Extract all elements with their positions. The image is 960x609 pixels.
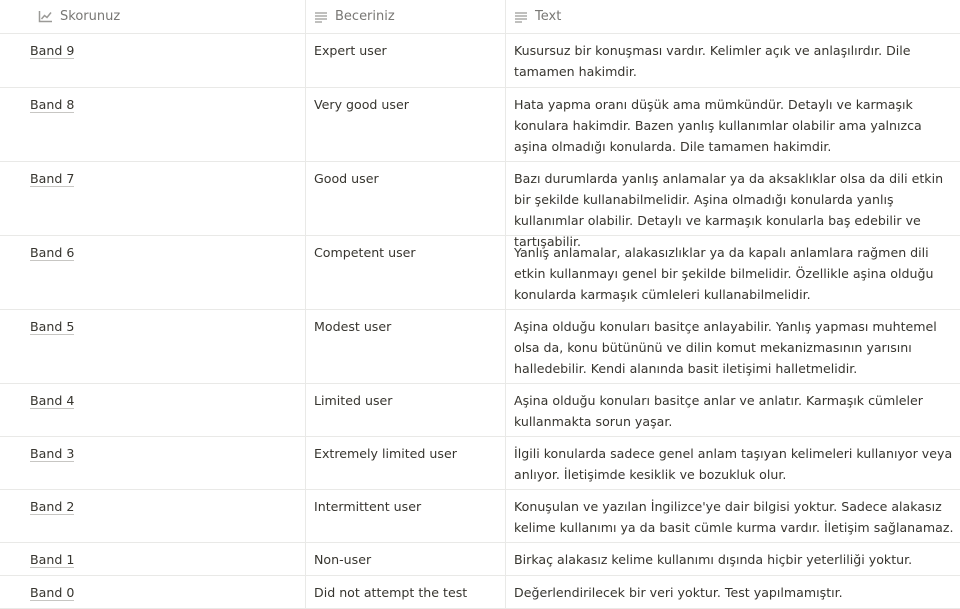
text-lines-icon	[314, 11, 328, 23]
skill-cell[interactable]: Limited user	[306, 384, 506, 436]
band-link[interactable]: Band 3	[30, 446, 75, 461]
text-cell[interactable]: Aşina olduğu konuları basitçe anlar ve anlatır. Karmaşık cümleler kullanmakta sorun yaşar.	[514, 393, 923, 429]
skill-cell[interactable]: Good user	[306, 162, 506, 235]
column-header-skill[interactable]	[306, 0, 506, 33]
band-link[interactable]: Band 5	[30, 319, 75, 334]
text-cell[interactable]: İlgili konularda sadece genel anlam taşıyan kelimeleri kullanıyor veya anlıyor. İletişimde kesiklik ve bozukluk olur.	[514, 446, 953, 482]
text-lines-icon	[514, 11, 528, 23]
skill-cell[interactable]: Did not attempt the test	[306, 576, 506, 608]
column-header-text[interactable]	[506, 0, 960, 33]
text-cell[interactable]: Konuşulan ve yazılan İngilizce'ye dair bilgisi yoktur. Sadece alakasız kelime kullanımı ya da basit cümle kurma vardır. İletişim sağlanamaz.	[514, 499, 954, 535]
table-row	[0, 162, 960, 249]
table-row	[0, 34, 960, 88]
band-link[interactable]: Band 1	[30, 552, 75, 567]
column-header-label: Text	[535, 9, 562, 24]
skill-cell[interactable]: Competent user	[306, 236, 506, 309]
band-link[interactable]: Band 7	[30, 171, 75, 186]
band-link[interactable]: Band 8	[30, 97, 75, 112]
table-row	[0, 88, 960, 162]
skill-cell[interactable]: Non-user	[306, 543, 506, 575]
band-link[interactable]: Band 4	[30, 393, 75, 408]
text-cell[interactable]: Birkaç alakasız kelime kullanımı dışında hiçbir yeterliliği yoktur.	[514, 552, 913, 567]
column-header-score[interactable]	[0, 0, 306, 33]
skill-cell[interactable]: Modest user	[306, 310, 506, 383]
table-row	[0, 490, 960, 543]
table-row	[0, 384, 960, 437]
column-header-label: Beceriniz	[335, 9, 395, 24]
table-row	[0, 236, 960, 310]
table-row	[0, 543, 960, 576]
text-cell[interactable]: Yanlış anlamalar, alakasızlıklar ya da kapalı anlamlara rağmen dili etkin kullanmayı genel bir şekilde bilmelidir. Özellikle aşina olduğu konularda karmaşık cümleleri kullanabilmelidir.	[514, 245, 934, 302]
table-row	[0, 437, 960, 490]
table-header	[0, 0, 960, 34]
skill-cell[interactable]: Expert user	[306, 34, 506, 87]
skill-cell[interactable]: Very good user	[306, 88, 506, 161]
band-link[interactable]: Band 0	[30, 585, 75, 600]
band-link[interactable]: Band 6	[30, 245, 75, 260]
band-link[interactable]: Band 9	[30, 43, 75, 58]
text-cell[interactable]: Bazı durumlarda yanlış anlamalar ya da aksaklıklar olsa da dili etkin bir şekilde kullanabilmelidir. Aşina olmadığı konularda yanlış kullanımlar olabilir. Detaylı ve karmaşık konularla baş edebilir ve tartışabilir.	[514, 171, 944, 249]
text-cell[interactable]: Değerlendirilecek bir veri yoktur. Test yapılmamıştır.	[514, 585, 843, 600]
text-cell[interactable]: Kusursuz bir konuşması vardır. Kelimler açık ve anlaşılırdır. Dile tamamen hakimdir.	[514, 43, 911, 79]
table-row	[0, 310, 960, 384]
table-row	[0, 576, 960, 609]
skill-cell[interactable]: Intermittent user	[306, 490, 506, 542]
text-cell[interactable]: Aşina olduğu konuları basitçe anlayabilir. Yanlış yapması muhtemel olsa da, konu bütününü ve dilin komut mekanizmasının yarısını halledebilir. Kendi alanında basit iletişimi halletmelidir.	[514, 319, 937, 376]
chart-line-icon	[38, 10, 53, 23]
column-header-label: Skorunuz	[60, 9, 121, 24]
text-cell[interactable]: Hata yapma oranı düşük ama mümkündür. Detaylı ve karmaşık konulara hakimdir. Bazen yanlış kullanımlar olabilir ama yalnızca aşina olmadığı konularda. Dile tamamen hakimdir.	[514, 97, 922, 154]
band-link[interactable]: Band 2	[30, 499, 75, 514]
skill-cell[interactable]: Extremely limited user	[306, 437, 506, 489]
